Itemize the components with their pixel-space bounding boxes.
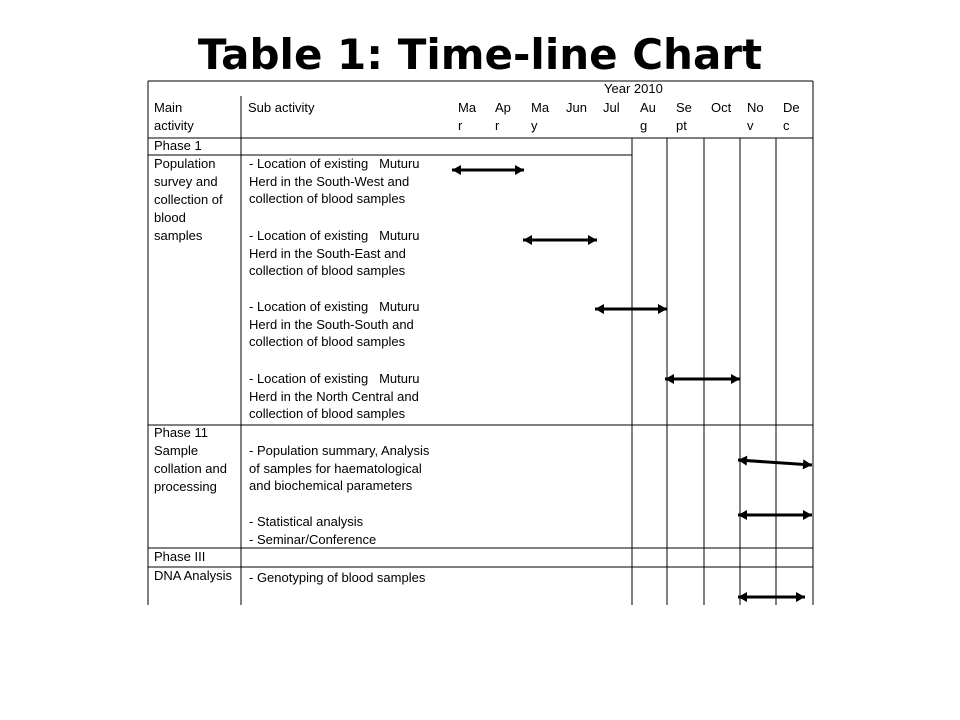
sub-activity-text: - Location of existing Muturu	[249, 299, 420, 314]
sub-activity-text: collection of blood samples	[249, 406, 406, 421]
header-month: r	[495, 118, 500, 133]
header-main-activity: Main	[154, 100, 183, 115]
header-main-activity: activity	[154, 118, 194, 133]
arrow-head	[731, 374, 740, 384]
main-activity-text: collation and	[154, 461, 227, 476]
sub-activity-text: - Location of existing Muturu	[249, 156, 420, 171]
arrow-head	[803, 510, 812, 520]
sub-activity-text: - Genotyping of blood samples	[249, 570, 426, 585]
main-activity-text: samples	[154, 228, 203, 243]
header-month: Jun	[566, 100, 587, 115]
sub-activity-text: Herd in the South-South and	[249, 316, 414, 332]
sub-activity-text: - Statistical analysis	[249, 514, 364, 529]
sub-activity-text: collection of blood samples	[249, 334, 406, 349]
main-activity-text: Sample	[154, 443, 199, 458]
arrow-head	[738, 456, 747, 466]
phase-label: Phase 1	[154, 138, 202, 153]
header-month: No	[747, 100, 764, 115]
arrow-head	[515, 165, 524, 175]
main-activity-text: DNA Analysis	[154, 568, 233, 583]
arrow-head	[595, 304, 604, 314]
header-month: pt	[676, 118, 687, 133]
arrow-head	[588, 235, 597, 245]
header-month: Ma	[458, 100, 477, 115]
main-activity-text: Population	[154, 156, 216, 171]
header-month: r	[458, 118, 463, 133]
arrow-head	[738, 592, 747, 602]
sub-activity-text: Herd in the North Central and	[249, 388, 419, 404]
main-activity-text: processing	[154, 479, 217, 494]
header-month: Jul	[603, 100, 620, 115]
header-month: Oct	[711, 100, 732, 115]
header-month: Au	[640, 100, 656, 115]
sub-activity-text: - Location of existing Muturu	[249, 228, 420, 243]
timeline-bar	[738, 460, 812, 465]
arrow-head	[796, 592, 805, 602]
arrow-head	[738, 510, 747, 520]
phase-label: Phase III	[154, 549, 206, 564]
header-month: v	[747, 118, 754, 133]
sub-activity-text: of samples for haematological	[249, 460, 422, 476]
header-month: Se	[676, 100, 692, 115]
sub-activity-text: - Location of existing Muturu	[249, 371, 420, 386]
header-month: Ap	[495, 100, 511, 115]
arrow-head	[523, 235, 532, 245]
arrow-head	[658, 304, 667, 314]
arrow-head	[803, 459, 812, 469]
sub-activity-text: - Seminar/Conference	[249, 531, 377, 547]
header-month: c	[783, 118, 790, 133]
page-title: Table 1: Time-line Chart	[197, 30, 763, 79]
header-month: De	[783, 100, 800, 115]
sub-activity-text: and biochemical parameters	[249, 478, 413, 493]
header-sub-activity: Sub activity	[248, 100, 315, 115]
header-month: y	[531, 118, 538, 133]
sub-activity-text: collection of blood samples	[249, 263, 406, 278]
phase-label: Phase 11	[154, 425, 208, 440]
sub-activity-text: Herd in the South-West and	[249, 173, 410, 189]
arrow-head	[665, 374, 674, 384]
sub-activity-text: Herd in the South-East and	[249, 245, 406, 261]
sub-activity-text: collection of blood samples	[249, 191, 406, 206]
year-label: Year 2010	[604, 81, 663, 96]
arrow-head	[452, 165, 461, 175]
header-month: Ma	[531, 100, 550, 115]
sub-activity-text: - Population summary, Analysis	[249, 443, 430, 458]
main-activity-text: survey and	[154, 174, 218, 189]
main-activity-text: blood	[154, 210, 186, 225]
header-month: g	[640, 118, 648, 133]
main-activity-text: collection of	[154, 192, 223, 207]
